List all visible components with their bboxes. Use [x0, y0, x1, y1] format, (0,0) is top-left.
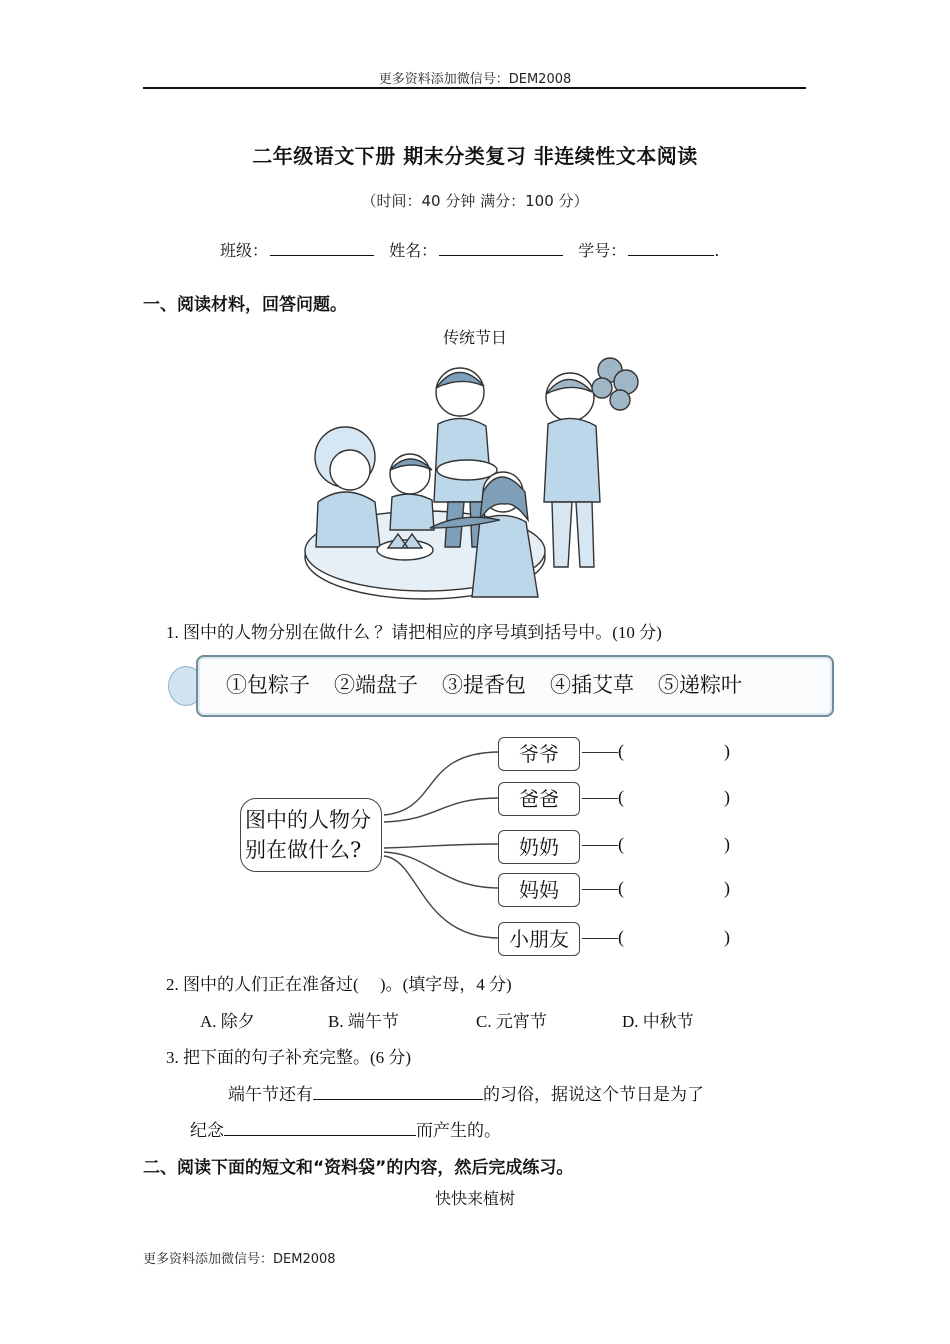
- section1-heading: 一、阅读材料，回答问题。: [143, 295, 347, 315]
- person-mother: 妈妈: [498, 873, 580, 907]
- option-a[interactable]: A. 除夕: [200, 1012, 255, 1031]
- mindmap-center: [240, 798, 382, 872]
- student-fields: [220, 238, 719, 261]
- header-note: 更多资料添加微信号：DEM2008: [378, 72, 572, 87]
- mother-body: [472, 515, 538, 597]
- answer-close: ): [724, 878, 730, 898]
- mindmap-connectors: [380, 730, 510, 960]
- mugwort: [592, 358, 638, 410]
- activity-option: ②端盘子: [334, 673, 418, 697]
- activity-option: ③提香包: [442, 673, 526, 697]
- passage-title: 快快来植树: [434, 1189, 515, 1208]
- answer-open: ——(: [582, 878, 624, 898]
- person-father: 爸爸: [498, 782, 580, 816]
- q3-text-d: 而产生的。: [416, 1121, 501, 1140]
- fields-end: .: [714, 241, 720, 260]
- question-2: 2. 图中的人们正在准备过( )。(填字母，4 分): [166, 975, 512, 994]
- answer-close: ): [724, 927, 730, 947]
- q3-line-2: [190, 1116, 501, 1141]
- class-blank[interactable]: [270, 241, 374, 256]
- grandpa-body: [544, 418, 600, 502]
- answer-open: ——(: [582, 787, 624, 807]
- person-child: 小朋友: [498, 922, 580, 956]
- option-b[interactable]: B. 端午节: [328, 1012, 399, 1031]
- q3-text-a: 端午节还有: [228, 1085, 313, 1104]
- name-label: 姓名：: [389, 241, 438, 260]
- option-d[interactable]: D. 中秋节: [622, 1012, 694, 1031]
- q3-line-1: [228, 1080, 704, 1105]
- answer-open: ——(: [582, 834, 624, 854]
- festival-illustration: [300, 352, 650, 602]
- center-line-1: 图中的人物分: [245, 808, 371, 832]
- id-blank[interactable]: [628, 241, 714, 256]
- id-label: 学号：: [578, 241, 627, 260]
- q3-blank-2[interactable]: [224, 1119, 416, 1136]
- grandma-body: [316, 492, 380, 547]
- answer-open: ——(: [582, 927, 624, 947]
- question-1: 1. 图中的人物分别在做什么 ？请把相应的序号填到括号中。(10 分): [166, 623, 662, 642]
- q3-text-b: 的习俗，据说这个节日是为了: [483, 1085, 704, 1104]
- activity-option: ⑤递粽叶: [658, 673, 742, 697]
- plate: [437, 460, 497, 480]
- answer-close: ): [724, 741, 730, 761]
- option-c[interactable]: C. 元宵节: [476, 1012, 547, 1031]
- boy-body: [390, 494, 434, 530]
- person-grandma: 奶奶: [498, 830, 580, 864]
- name-blank[interactable]: [439, 241, 563, 256]
- q3-text-c: 纪念: [190, 1121, 224, 1140]
- answer-close: ): [724, 787, 730, 807]
- activity-options-banner: [196, 655, 834, 717]
- page-title: 二年级语文下册 期末分类复习 非连续性文本阅读: [252, 144, 698, 168]
- picture-title: 传统节日: [442, 328, 507, 347]
- activity-option: ④插艾草: [550, 673, 634, 697]
- section2-heading: 二、阅读下面的短文和“资料袋”的内容，然后完成练习。: [143, 1158, 574, 1178]
- class-label: 班级：: [220, 241, 269, 260]
- answer-open: ——(: [582, 741, 624, 761]
- header-divider: [143, 87, 806, 89]
- person-grandpa: 爷爷: [498, 737, 580, 771]
- exam-info: （时间：40 分钟 满分：100 分）: [361, 192, 589, 210]
- center-line-2: 别在做什么?: [245, 838, 362, 862]
- q3-blank-1[interactable]: [313, 1083, 483, 1100]
- answer-close: ): [724, 834, 730, 854]
- footer-note: 更多资料添加微信号：DEM2008: [143, 1252, 336, 1267]
- activity-option: ①包粽子: [226, 673, 310, 697]
- question-3: 3. 把下面的句子补充完整。(6 分): [166, 1048, 412, 1067]
